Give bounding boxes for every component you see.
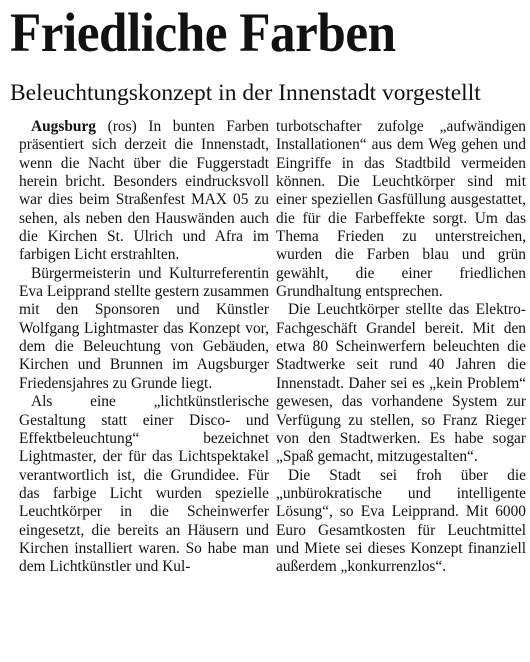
- paragraph-2: Bürgermeisterin und Kulturreferentin Eva Leipprand stellte gestern zusammen mit den Sponsoren und Künstler Wolfgang Lightmaster das Konzept vor, dem die Beleuchtung von Gebäuden, Kirchen und Brunnen im Augsburger Friedensjahres zu Grunde liegt.: [19, 264, 269, 392]
- headline: Friedliche Farben: [10, 2, 396, 63]
- subheadline: Beleuchtungskonzept in der Innenstadt vorgestellt: [10, 80, 481, 106]
- article-column-right: [276, 118, 526, 577]
- paragraph-5: Die Stadt sei froh über die „unbürokratische und intelligente Lösung“, so Eva Leipprand. Mit 6000 Euro Gesamtkosten für Leuchtmittel und Miete sei dieses Konzept finanziell außerdem „konkurrenzlos“.: [276, 466, 526, 576]
- paragraph-1: [19, 118, 269, 265]
- article-column-left: [19, 118, 269, 577]
- paragraph-1-text: (ros) In bunten Farben präsentiert sich derzeit die Innenstadt, wenn die Nacht über die Fuggerstadt herein bricht. Besonders eindrucksvoll war dies beim Straßenfest MAX 05 zu sehen, als neben den Hauswänden auch die Kirchen St. Ulrich und Afra im farbigen Licht erstrahlten.: [19, 118, 269, 264]
- paragraph-4: Die Leuchtkörper stellte das Elektro-Fachgeschäft Grandel bereit. Mit den etwa 80 Scheinwerfern beleuchten die Stadtwerke seit rund 40 Jahren die Innenstadt. Daher sei es „kein Problem“ gewesen, das vorhandene System zur Verfügung zu stellen, so Franz Rieger von den Stadtwerken. Es habe sogar „Spaß gemacht, mitzugestalten“.: [276, 301, 526, 466]
- paragraph-3: Als eine „lichtkünstlerische Gestaltung statt einer Disco- und Effektbeleuchtung“ bezeichnet Lightmaster, der für das Lichtspektakel verantwortlich ist, die Grundidee. Für das farbige Licht wurden spezielle Leuchtkörper in die Scheinwerfer eingesetzt, die bereits an Häusern und Kirchen installiert waren. So habe man dem Lichtkünstler und Kul-: [19, 393, 269, 576]
- paragraph-3-continued: turbotschafter zufolge „aufwändigen Installationen“ aus dem Weg gehen und Eingriffe in das Stadtbild vermeiden können. Die Leuchtkörper sind mit einer speziellen Gasfüllung ausgestattet, die für die Farbeffekte sorgt. Um das Thema Frieden zu unterstreichen, wurden die Farben blau und grün gewählt, die einer friedlichen Grundhaltung entsprechen.: [276, 118, 526, 301]
- dateline: Augsburg: [31, 118, 97, 135]
